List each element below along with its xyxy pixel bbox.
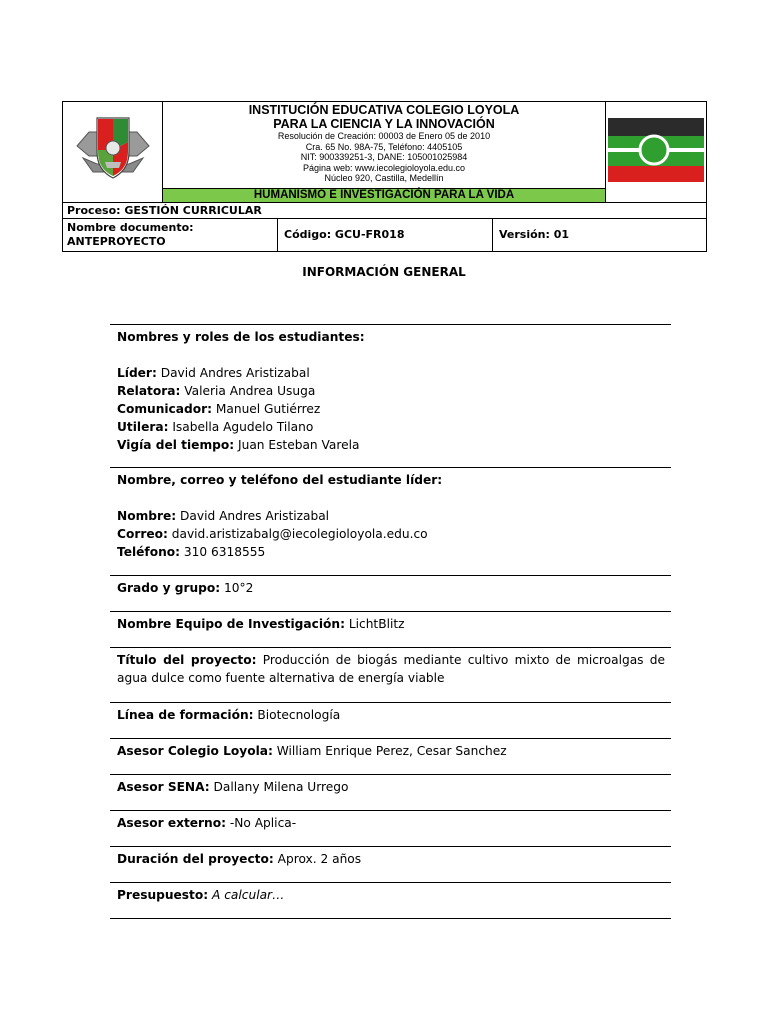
role-leader: Líder: David Andres Aristizabal <box>117 366 310 380</box>
sena-advisor-section <box>110 774 671 796</box>
team-label: Nombre Equipo de Investigación: <box>117 617 345 631</box>
students-heading: Nombres y roles de los estudiantes: <box>117 330 365 344</box>
training-line-label: Línea de formación: <box>117 708 254 722</box>
document-header <box>62 101 707 252</box>
document-info-row <box>63 219 706 251</box>
training-line-section <box>110 702 671 724</box>
role-materials: Utilera: Isabella Agudelo Tilano <box>117 420 314 434</box>
role-reporter: Relatora: Valeria Andrea Usuga <box>117 384 316 398</box>
institution-tagline: PARA LA CIENCIA Y LA INNOVACIÓN <box>273 117 495 131</box>
leader-email: Correo: david.aristizabalg@iecolegioloyola.edu.co <box>117 527 428 541</box>
school-advisor-section <box>110 738 671 760</box>
leader-name: Nombre: David Andres Aristizabal <box>117 509 330 523</box>
website-text: Página web: www.iecolegioloyola.edu.co <box>302 162 466 173</box>
motto-banner: HUMANISMO E INVESTIGACIÓN PARA LA VIDA <box>163 188 605 202</box>
duration-value: Aprox. 2 años <box>273 852 362 866</box>
role-timekeeper: Vigía del tiempo: Juan Esteban Varela <box>117 438 360 452</box>
students-section <box>110 324 671 454</box>
document-version: Versión: 01 <box>499 228 570 241</box>
team-section <box>110 611 671 633</box>
general-info-title: INFORMACIÓN GENERAL <box>302 265 466 279</box>
sena-advisor-value: Dallany Milena Urrego <box>209 780 349 794</box>
role-communicator: Comunicador: Manuel Gutiérrez <box>117 402 321 416</box>
resolution-text: Resolución de Creación: 00003 de Enero 05 de 2010 <box>277 131 491 141</box>
leader-phone: Teléfono: 310 6318555 <box>117 545 266 559</box>
nit-text: NIT: 900339251-3, DANE: 105001025984 <box>300 152 468 162</box>
duration-label: Duración del proyecto: <box>117 852 274 866</box>
institution-flag-icon <box>606 102 706 202</box>
flag-cell <box>606 102 706 202</box>
bottom-divider <box>110 918 671 919</box>
training-line-value: Biotecnología <box>253 708 341 722</box>
document-code: Código: GCU-FR018 <box>278 219 493 251</box>
project-title-value: Producción de biogás mediante cultivo mixto de microalgas de agua dulce como fuente alternativa de energía viable <box>117 653 665 685</box>
leader-heading: Nombre, correo y teléfono del estudiante líder: <box>117 473 443 487</box>
institution-info <box>163 102 606 202</box>
grade-value: 10°2 <box>220 581 254 595</box>
address-text: Cra. 65 No. 98A-75, Teléfono: 4405105 <box>305 141 463 152</box>
grade-section <box>110 575 671 597</box>
grade-label: Grado y grupo: <box>117 581 221 595</box>
school-shield-logo-icon <box>63 102 163 202</box>
nucleus-text: Núcleo 920, Castilla, Medellín <box>324 173 444 183</box>
school-logo-cell <box>63 102 163 202</box>
leader-contact-section <box>110 467 671 561</box>
team-value: LichtBlitz <box>344 617 405 631</box>
external-advisor-section <box>110 810 671 832</box>
document-name-value: ANTEPROYECTO <box>67 235 166 248</box>
project-title-section <box>110 647 671 687</box>
budget-section <box>110 882 671 904</box>
budget-value: A calcular… <box>208 888 285 902</box>
institution-name: INSTITUCIÓN EDUCATIVA COLEGIO LOYOLA <box>248 103 520 117</box>
external-advisor-label: Asesor externo: <box>117 816 226 830</box>
school-advisor-value: William Enrique Perez, Cesar Sanchez <box>272 744 507 758</box>
external-advisor-value: -No Aplica- <box>226 816 297 830</box>
document-name-label: Nombre documento: <box>67 221 194 234</box>
school-advisor-label: Asesor Colegio Loyola: <box>117 744 273 758</box>
duration-section <box>110 846 671 868</box>
document-name-cell <box>63 219 278 251</box>
budget-label: Presupuesto: <box>117 888 209 902</box>
project-title-label: Título del proyecto: <box>117 653 257 667</box>
sena-advisor-label: Asesor SENA: <box>117 780 210 794</box>
process-row: Proceso: GESTIÓN CURRICULAR <box>63 202 706 219</box>
